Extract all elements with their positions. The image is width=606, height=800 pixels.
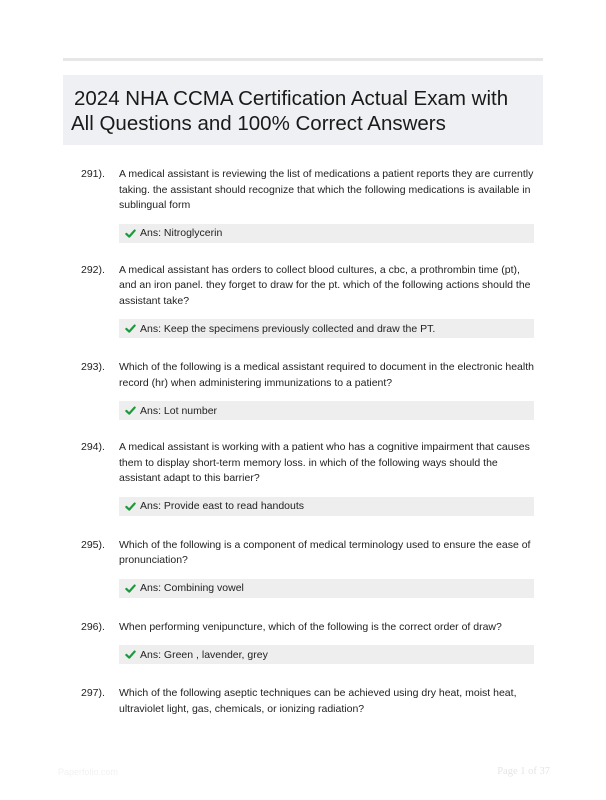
answer-box bbox=[119, 497, 534, 516]
check-icon bbox=[125, 228, 136, 239]
check-icon bbox=[125, 405, 136, 416]
footer-watermark: Paperfolio.com bbox=[58, 767, 119, 777]
question-number: 293). bbox=[81, 361, 105, 373]
page-title-line-2: All Questions and 100% Correct Answers bbox=[71, 112, 446, 135]
question-item bbox=[0, 440, 606, 516]
answer-box bbox=[119, 579, 534, 598]
answer-text: Ans: Nitroglycerin bbox=[140, 227, 223, 239]
answer-text: Ans: Provide east to read handouts bbox=[140, 500, 305, 512]
header-divider bbox=[63, 58, 543, 61]
answer-text: Ans: Combining vowel bbox=[140, 582, 244, 594]
answer-box bbox=[119, 645, 534, 664]
question-number: 294). bbox=[81, 441, 105, 453]
question-item bbox=[0, 620, 606, 665]
answer-text: Ans: Green , lavender, grey bbox=[140, 648, 268, 661]
question-text: Which of the following is a component of medical terminology used to ensure the ease of pronunciation? bbox=[119, 538, 531, 566]
check-icon bbox=[125, 649, 136, 660]
question-text: A medical assistant is working with a patient who has a cognitive impairment that causes them to display short-term memory loss. in which of the following ways should the assistant adapt to this barrier? bbox=[119, 441, 530, 484]
question-text: Which of the following is a medical assistant required to document in the electronic health record (hr) when administering immunizations to a patient? bbox=[119, 361, 534, 389]
answer-text: Ans: Lot number bbox=[140, 404, 218, 417]
question-item bbox=[0, 360, 606, 420]
answer-box bbox=[119, 401, 534, 420]
page-number: Page 1 of 37 bbox=[497, 766, 550, 777]
question-text: Which of the following aseptic techniques can be achieved using dry heat, moist heat, ultraviolet light, gas, chemicals, or ionizing radiation? bbox=[119, 687, 517, 715]
question-item bbox=[0, 167, 606, 243]
check-icon bbox=[125, 583, 136, 594]
check-icon bbox=[125, 501, 136, 512]
check-icon bbox=[125, 323, 136, 334]
question-text: When performing venipuncture, which of the following is the correct order of draw? bbox=[119, 620, 502, 633]
question-item bbox=[0, 263, 606, 339]
answer-text: Ans: Keep the specimens previously collected and draw the PT. bbox=[140, 322, 436, 335]
question-number: 296). bbox=[81, 620, 105, 633]
question-item bbox=[0, 686, 606, 717]
question-item bbox=[0, 538, 606, 598]
question-number: 292). bbox=[81, 263, 105, 276]
page-title-line-1: 2024 NHA CCMA Certification Actual Exam with bbox=[74, 87, 509, 110]
question-list bbox=[0, 167, 606, 717]
answer-box bbox=[119, 319, 534, 338]
question-number: 297). bbox=[81, 687, 105, 699]
question-text: A medical assistant has orders to collect blood cultures, a cbc, a prothrombin time (pt), and an iron panel. they forget to draw for the pt. which of the following actions should the assistant take? bbox=[119, 263, 531, 307]
question-number: 291). bbox=[81, 168, 105, 180]
question-text: A medical assistant is reviewing the list of medications a patient reports they are currently taking. the assistant should recognize that which the following medications is available in sublingual form bbox=[119, 168, 534, 211]
answer-box bbox=[119, 224, 534, 243]
page-title bbox=[71, 86, 533, 136]
question-number: 295). bbox=[81, 538, 105, 551]
title-banner bbox=[63, 75, 543, 145]
